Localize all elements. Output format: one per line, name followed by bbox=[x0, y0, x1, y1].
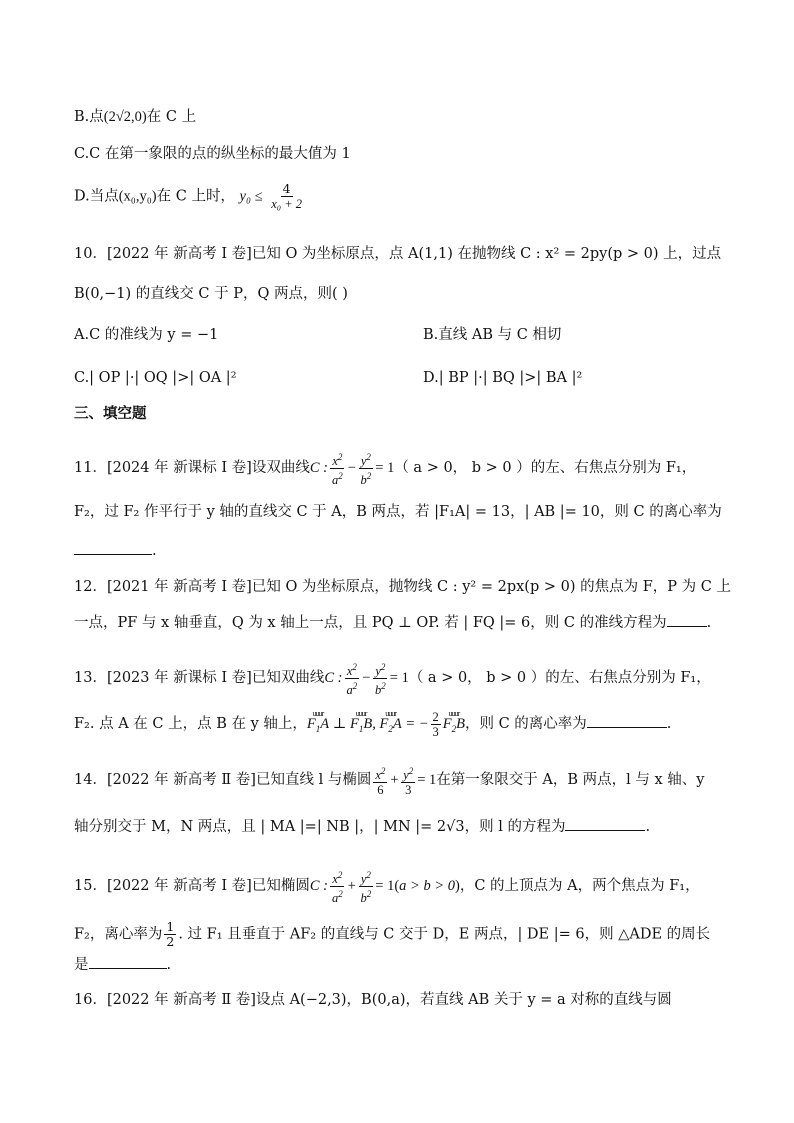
q13-line1 bbox=[74, 660, 724, 697]
option-text: 在 C 上时， bbox=[156, 188, 235, 205]
fraction-numerator: 4 bbox=[282, 181, 291, 196]
fraction-denominator: x₀ + 2 bbox=[271, 197, 303, 211]
q13-condition: （ a > 0， b > 0 ）的左、右焦点分别为 F₁， bbox=[408, 669, 711, 686]
q15-line3: 是 . bbox=[74, 954, 724, 975]
option-b bbox=[74, 107, 724, 127]
q15-text-tail: . 过 F₁ 且垂直于 AF₂ 的直线与 C 交于 D，E 两点，| DE |= 6，则 △ADE 的周长 bbox=[178, 926, 711, 943]
q15-line2 bbox=[74, 920, 724, 949]
hyperbola-equation: C : $\frac{x^2}{a^2}$ − $\frac{y^2}{b^2}$ = 1 bbox=[309, 452, 395, 488]
section-heading: 三、填空题 bbox=[74, 406, 147, 422]
math-inequality: y₀ ≤ bbox=[239, 188, 263, 205]
q10-option-a: A.C 的准线为 y = −1 bbox=[74, 327, 219, 343]
option-d bbox=[74, 182, 724, 211]
math-point: (x₀,y₀) bbox=[118, 188, 157, 205]
q15-prefix: 15．[2022 年 新高考 I 卷]已知椭圆 bbox=[74, 877, 310, 894]
option-c bbox=[74, 144, 724, 164]
q15-condition: ，C 的上顶点为 A，两个焦点为 F₁， bbox=[459, 877, 700, 894]
q15-text: 是 bbox=[74, 957, 89, 973]
q14-prefix: 14．[2022 年 新高考 Ⅱ 卷]已知直线 l 与椭圆 bbox=[74, 771, 372, 788]
q12-text: 一点，PF 与 x 轴垂直，Q 为 x 轴上一点，且 PQ ⊥ OP. 若 | FQ |= 6，则 C 的准线方程为 bbox=[74, 615, 667, 631]
q13-text-tail: ，则 C 的离心率为 bbox=[464, 715, 587, 732]
ellipse-equation: $\frac{x^2}{6}$ + $\frac{y^2}{3}$ = 1 bbox=[375, 766, 437, 798]
q11-answer-row: . bbox=[74, 540, 724, 561]
option-text: 在 C 上 bbox=[146, 109, 197, 125]
answer-blank[interactable] bbox=[89, 954, 167, 969]
q10-line2: B(0,−1) 的直线交 C 于 P，Q 两点，则( ) bbox=[74, 286, 348, 302]
q13-line2: F₂. 点 A 在 C 上，点 B 在 y 轴上， uuur $F_1A$ ⊥ uuur $F_1B$, uuur $F_2A$ = − $\frac{2}{3}$ uuur $F_2B$，则 C 的离心率为 . bbox=[74, 708, 672, 739]
option-label: B.点 bbox=[74, 109, 104, 125]
q10-option-c: C.| OP |·| OQ |>| OA |² bbox=[74, 370, 237, 386]
q10-line1: 10．[2022 年 新高考 I 卷]已知 O 为坐标原点，点 A(1,1) 在抛物线 C : x² = 2py(p > 0) 上，过点 bbox=[74, 246, 722, 262]
option-text: C.C 在第一象限的点的纵坐标的最大值为 1 bbox=[74, 146, 351, 162]
q10-options-row1 bbox=[74, 325, 724, 345]
q15-line1 bbox=[74, 868, 724, 905]
fraction bbox=[269, 182, 304, 211]
vector-condition: uuur $F_1A$ ⊥ uuur $F_1B$, uuur $F_2A$ = − $\frac{2}{3}$ uuur $F_2B$ bbox=[306, 708, 465, 739]
q13-text: F₂. 点 A 在 C 上，点 B 在 y 轴上， bbox=[74, 715, 307, 732]
q12-line2: 一点，PF 与 x 轴垂直，Q 为 x 轴上一点，且 PQ ⊥ OP. 若 | FQ |= 6，则 C 的准线方程为 . bbox=[74, 612, 724, 633]
answer-blank[interactable] bbox=[667, 612, 707, 627]
q15-text: F₂，离心率为 bbox=[74, 926, 163, 943]
q11-line1 bbox=[74, 450, 724, 487]
q10-options-row2 bbox=[74, 368, 724, 388]
q14-line2: 轴分别交于 M，N 两点，且 | MA |=| NB |，| MN |= 2√3，则 l 的方程为 . bbox=[74, 816, 724, 837]
q13-prefix: 13．[2023 年 新课标 I 卷]已知双曲线 bbox=[74, 669, 325, 686]
math-point: (2√2,0) bbox=[103, 109, 147, 125]
q14-text: 轴分别交于 M，N 两点，且 | MA |=| NB |，| MN |= 2√3，则 l 的方程为 bbox=[74, 819, 566, 835]
answer-blank[interactable] bbox=[74, 540, 152, 555]
q12-line1: 12．[2021 年 新高考 I 卷]已知 O 为坐标原点，抛物线 C : y² = 2px(p > 0) 的焦点为 F，P 为 C 上 bbox=[74, 579, 731, 595]
q14-tail: 在第一象限交于 A，B 两点，l 与 x 轴、y bbox=[436, 771, 705, 788]
q16-line1: 16．[2022 年 新高考 Ⅱ 卷]设点 A(−2,3)，B(0,a)，若直线 AB 关于 y = a 对称的直线与圆 bbox=[74, 992, 672, 1008]
answer-blank[interactable] bbox=[587, 713, 667, 728]
q10-option-b: B.直线 AB 与 C 相切 bbox=[423, 327, 562, 343]
q11-prefix: 11．[2024 年 新课标 I 卷]设双曲线 bbox=[74, 459, 310, 476]
q11-line2: F₂，过 F₂ 作平行于 y 轴的直线交 C 于 A，B 两点，若 |F₁A| = 13，| AB |= 10，则 C 的离心率为 bbox=[74, 504, 722, 520]
fraction: $\frac{1}{2}$ bbox=[166, 919, 175, 949]
answer-blank[interactable] bbox=[565, 816, 645, 831]
q14-line1 bbox=[74, 764, 724, 797]
q11-condition: （ a > 0， b > 0 ）的左、右焦点分别为 F₁， bbox=[394, 459, 697, 476]
q10-option-d: D.| BP |·| BQ |>| BA |² bbox=[423, 370, 583, 386]
hyperbola-equation: C : $\frac{x^2}{a^2}$ − $\frac{y^2}{b^2}$ = 1 bbox=[324, 662, 409, 698]
option-label: D.当点 bbox=[74, 188, 119, 205]
ellipse-equation: C : $\frac{x^2}{a^2}$ + $\frac{y^2}{b^2}$ = 1(a > b > 0) bbox=[309, 870, 460, 906]
